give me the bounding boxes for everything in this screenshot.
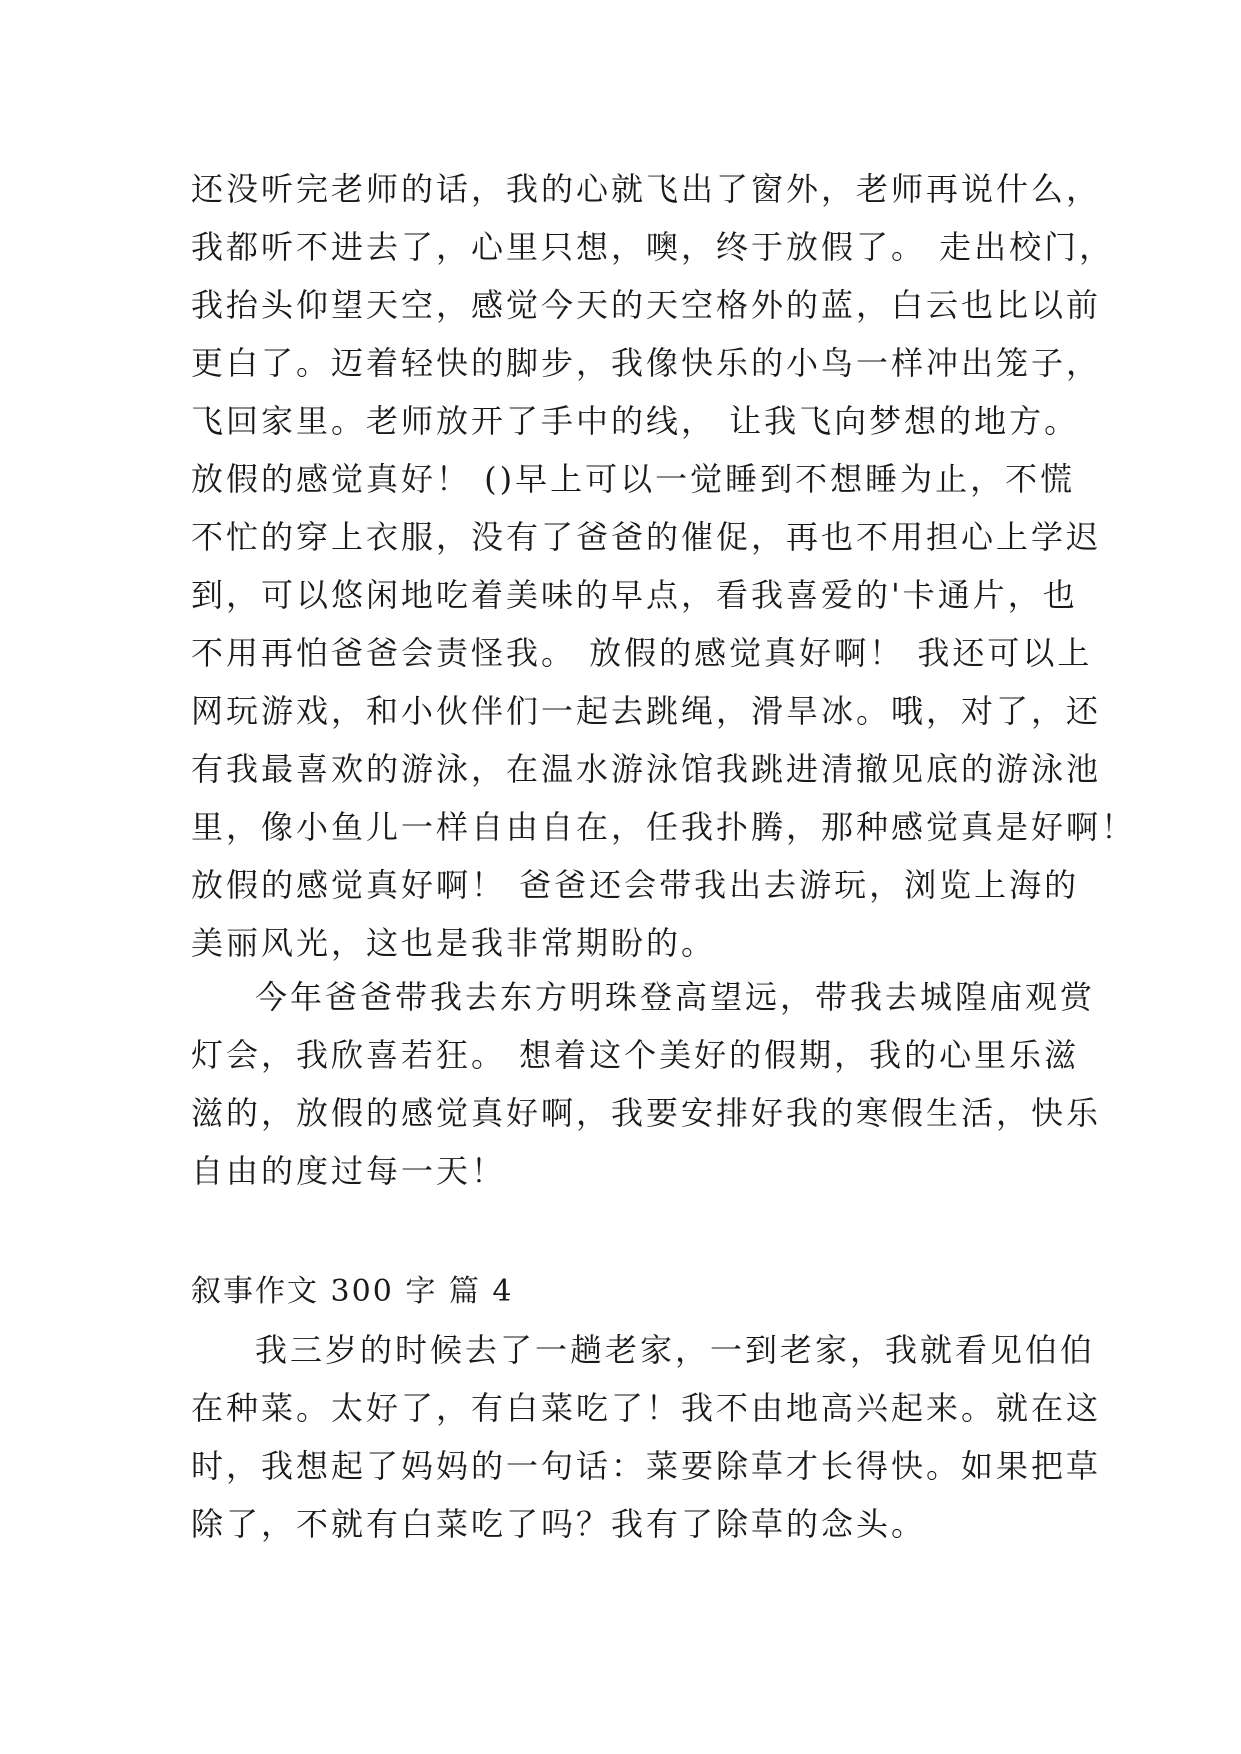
text-line: 灯会，我欣喜若狂。 想着这个美好的假期，我的心里乐滋 [191,1036,1080,1074]
text-line: 到，可以悠闲地吃着美味的早点，看我喜爱的'卡通片，也 [191,576,1078,614]
paragraph-1 [191,160,1137,972]
text-line: 我抬头仰望天空，感觉今天的天空格外的蓝，白云也比以前 [191,286,1102,324]
paragraph-2 [191,968,1102,1200]
text-line: 更白了。迈着轻快的脚步，我像快乐的小鸟一样冲出笼子， [191,344,1102,382]
text-line: 自由的度过每一天！ [191,1152,507,1190]
text-line: 美丽风光，这也是我非常期盼的。 [191,924,717,962]
text-line: 时，我想起了妈妈的一句话：菜要除草才长得快。如果把草 [191,1447,1102,1485]
text-line: 飞回家里。老师放开了手中的线， 让我飞向梦想的地方。 [191,402,1080,440]
text-line: 放假的感觉真好！ ()早上可以一觉睡到不想睡为止，不慌 [191,460,1076,498]
text-line: 不用再怕爸爸会责怪我。 放假的感觉真好啊！ 我还可以上 [191,634,1093,672]
text-line: 网玩游戏，和小伙伴们一起去跳绳，滑旱冰。哦，对了，还 [191,692,1102,730]
text-line: 在种菜。太好了，有白菜吃了！我不由地高兴起来。就在这 [191,1389,1102,1427]
text-line: 除了，不就有白菜吃了吗？我有了除草的念头。 [191,1505,927,1543]
section-heading: 叙事作文 300 字 篇 4 [191,1274,514,1309]
paragraph-3 [191,1321,1102,1553]
text-line: 我三岁的时候去了一趟老家，一到老家，我就看见伯伯 [255,1331,1096,1369]
text-line: 放假的感觉真好啊！ 爸爸还会带我出去游玩，浏览上海的 [191,866,1080,904]
text-line: 还没听完老师的话，我的心就飞出了窗外，老师再说什么， [191,170,1102,208]
text-line: 有我最喜欢的游泳，在温水游泳馆我跳进清撤见底的游泳池 [191,750,1102,788]
text-line: 里，像小鱼儿一样自由自在，任我扑腾，那种感觉真是好啊！ [191,808,1137,846]
text-line: 不忙的穿上衣服，没有了爸爸的催促，再也不用担心上学迟 [191,518,1102,556]
text-line: 我都听不进去了，心里只想，噢，终于放假了。 走出校门， [191,228,1115,266]
text-line: 滋的，放假的感觉真好啊，我要安排好我的寒假生活，快乐 [191,1094,1102,1132]
text-line: 今年爸爸带我去东方明珠登高望远，带我去城隍庙观赏 [255,978,1096,1016]
